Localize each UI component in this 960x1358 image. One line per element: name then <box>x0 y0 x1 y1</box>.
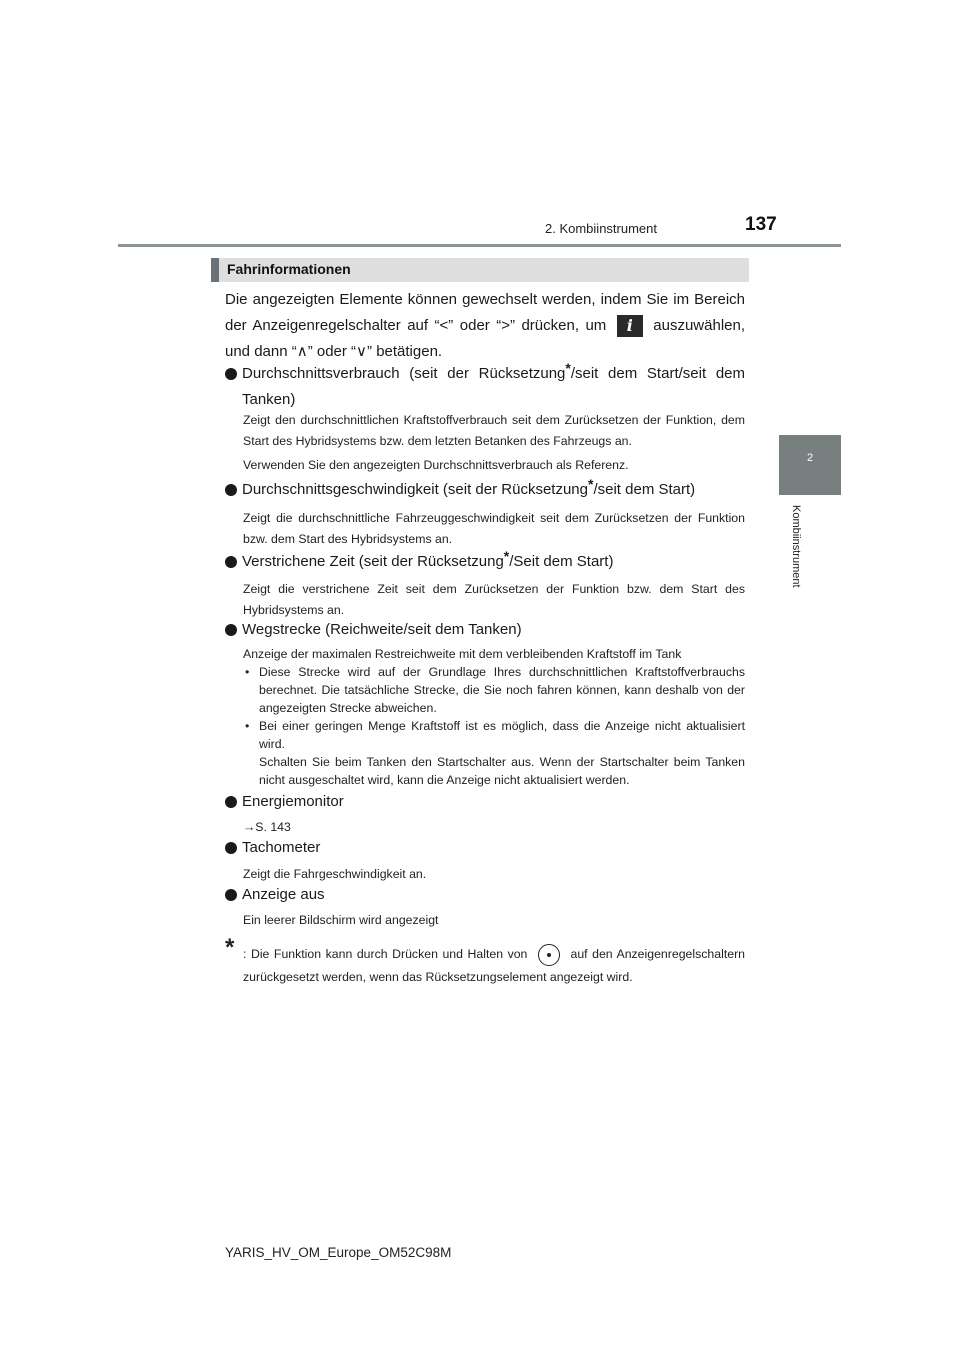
list-item <box>225 361 745 413</box>
item-title: Wegstrecke (Reichweite/seit dem Tanken) <box>242 621 522 638</box>
list-item <box>225 835 745 861</box>
sub-list-item <box>243 717 745 789</box>
item-description: Zeigt die verstrichene Zeit seit dem Zurücksetzen der Funktion bzw. dem Start des Hybridsystems an. <box>243 582 745 617</box>
page-number: 137 <box>745 214 777 235</box>
item-title: Durchschnittsverbrauch (seit der Rücksetzung <box>242 365 566 382</box>
page-reference-link[interactable]: →S. 143 <box>243 820 291 834</box>
info-i-icon: i <box>617 315 643 337</box>
item-title: Verstrichene Zeit (seit der Rücksetzung <box>242 553 504 570</box>
item-description: Zeigt die Fahrgeschwindigkeit an. <box>243 867 427 881</box>
bullet-icon <box>225 368 237 380</box>
chapter-tab <box>779 435 841 495</box>
footnote-star: * <box>225 934 235 961</box>
item-title-rest: /seit dem Start/seit dem Tanken) <box>242 365 745 408</box>
chapter-tab-label: Kombiinstrument <box>790 505 802 588</box>
list-item <box>225 882 745 908</box>
bullet-icon <box>225 556 237 568</box>
item-description: Anzeige der maximalen Restreichweite mit dem verbleibenden Kraftstoff im Tank <box>243 647 682 661</box>
document-code-footer: YARIS_HV_OM_Europe_OM52C98M <box>225 1245 452 1260</box>
item-description: Ein leerer Bildschirm wird angezeigt <box>243 913 439 927</box>
chapter-tab-number: 2 <box>806 452 814 464</box>
running-header-section: 2. Kombiinstrument <box>545 221 657 236</box>
bullet-icon <box>225 889 237 901</box>
item-title: Energiemonitor <box>242 793 344 810</box>
bullet-icon <box>225 842 237 854</box>
intro-text-1: Die angezeigten Elemente können gewechselt werden, indem Sie im Bereich der Anzeigenregelschalter auf “<” oder “>” drücken, um <box>225 291 745 334</box>
item-description: Zeigt den durchschnittlichen Kraftstoffverbrauch seit dem Zurücksetzen der Funktion, dem Start des Hybridsystems bzw. dem letzten Betanken des Fahrzeugs an. <box>243 413 745 448</box>
footnote-marker: * <box>503 548 510 564</box>
ok-button-icon <box>538 944 560 966</box>
item-title: Durchschnittsgeschwindigkeit (seit der Rücksetzung <box>242 481 588 498</box>
sub-item-text-2: Schalten Sie beim Tanken den Startschalter aus. Wenn der Startschalter beim Tanken nicht ausgeschaltet wird, kann die Anzeige nicht aktualisiert werden. <box>259 755 745 787</box>
item-title: Anzeige aus <box>242 886 325 903</box>
sub-bullet: • <box>245 719 250 733</box>
section-heading-bar <box>211 258 749 282</box>
header-divider <box>118 244 841 247</box>
footnote-text-1: : Die Funktion kann durch Drücken und Halten von <box>243 947 528 961</box>
intro-paragraph <box>225 287 745 365</box>
footnote-marker: * <box>565 360 571 376</box>
bullet-icon <box>225 796 237 808</box>
bullet-icon <box>225 624 237 636</box>
footnote-text-2: auf den Anzeigenregelschaltern zurückgesetzt werden, wenn das Rücksetzungselement angezeigt wird. <box>243 947 746 984</box>
sub-list-item <box>243 663 745 717</box>
item-description: Zeigt die durchschnittliche Fahrzeuggeschwindigkeit seit dem Zurücksetzen der Funktion bzw. dem Start des Hybridsystems an. <box>243 511 745 546</box>
item-title: Tachometer <box>242 839 321 856</box>
item-title-rest: /seit dem Start) <box>593 481 696 498</box>
footnote <box>225 934 746 988</box>
bullet-icon <box>225 484 237 496</box>
item-description-block <box>243 645 745 789</box>
item-description: Verwenden Sie den angezeigten Durchschnittsverbrauch als Referenz. <box>243 458 629 472</box>
list-item <box>225 789 745 815</box>
list-item <box>225 549 745 575</box>
section-heading-accent <box>211 258 219 282</box>
section-title: Fahrinformationen <box>227 261 351 277</box>
sub-item-text: Bei einer geringen Menge Kraftstoff ist es möglich, dass die Anzeige nicht aktualisiert wird. <box>259 719 745 751</box>
item-title-rest: /Seit dem Start) <box>509 553 614 570</box>
list-item <box>225 477 745 503</box>
sub-bullet: • <box>245 665 250 679</box>
sub-item-text: Diese Strecke wird auf der Grundlage Ihres durchschnittlichen Kraftstoffverbrauchs berechnet. Die tatsächliche Strecke, die Sie noch fahren können, kann deshalb von der angezeigten Strecke abweichen. <box>259 665 745 715</box>
intro-text-2: auszuwählen, und dann “∧” oder “∨” betätigen. <box>225 317 746 360</box>
footnote-marker: * <box>588 476 594 492</box>
list-item <box>225 617 745 643</box>
